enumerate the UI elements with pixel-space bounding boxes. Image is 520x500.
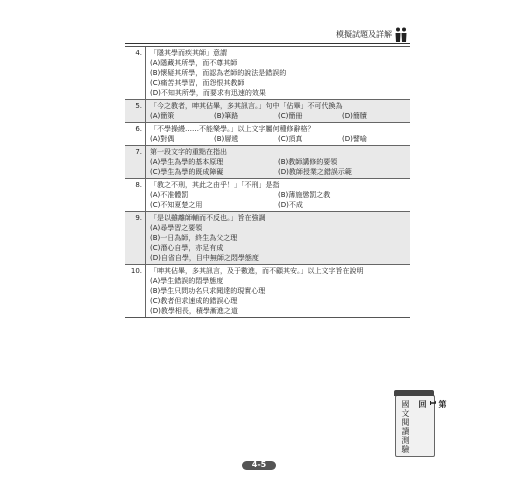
- figures-logo-icon: [394, 27, 408, 42]
- question-body: [146, 212, 410, 264]
- question-body: [146, 146, 410, 178]
- answer-option: (B)懷疑其所學，而認為老師的說法是錯誤的: [150, 69, 287, 77]
- answer-option: (C)教者但求速成的錯誤心理: [150, 297, 238, 305]
- question-row: [125, 265, 410, 317]
- question-number: 5.: [125, 100, 146, 122]
- answer-option: (A)學生為學的基本原理: [150, 158, 224, 166]
- answer-option: (D)自省自學，目中無師之悶學態度: [150, 254, 259, 262]
- side-tab-char: 第: [438, 400, 447, 409]
- question-stem: 「今之教者，呻其佔畢，多其訊言。」句中「佔畢」不可代換為: [150, 102, 343, 110]
- answer-option: (B)學生只問功名只求聞達的現實心理: [150, 287, 266, 295]
- answer-option: (D)教學相長，積學漸進之道: [150, 307, 238, 315]
- answer-option: (D)譬喻: [342, 135, 367, 143]
- answer-option: (C)不知夏楚之用: [150, 201, 203, 209]
- answer-option: (A)簡策: [150, 112, 175, 120]
- side-tab-round: [417, 400, 448, 409]
- answer-options: [150, 157, 406, 177]
- question-stem: 「呻其佔畢，多其訊言，及于數進，而不顧其安。」以上文字旨在說明: [150, 267, 364, 275]
- answer-option: (C)學生為學的既成障礙: [150, 168, 224, 176]
- answer-option: (C)潛心自學，亦足有成: [150, 244, 224, 252]
- page-header: [125, 29, 410, 44]
- header-title: 模擬試題及詳解: [336, 30, 392, 39]
- answer-option: (D)不知其所學，而要求有迅速的效果: [150, 89, 266, 97]
- question-row: [125, 123, 410, 146]
- answer-options: [150, 58, 406, 98]
- side-tab-title: 國文閱讀測驗: [401, 400, 410, 454]
- question-row: [125, 146, 410, 179]
- answer-options: [150, 190, 406, 210]
- answer-option: (A)隱藏其所學，而不尊其師: [150, 59, 238, 67]
- question-number: 8.: [125, 179, 146, 211]
- question-body: [146, 47, 410, 99]
- question-table: [125, 46, 410, 318]
- question-number: 10.: [125, 265, 146, 317]
- question-body: [146, 179, 410, 211]
- answer-options: [150, 134, 406, 144]
- question-row: [125, 179, 410, 212]
- side-tab-top-bar: [394, 390, 434, 396]
- question-number: 4.: [125, 47, 146, 99]
- answer-option: (B)筆路: [214, 112, 239, 120]
- question-row: [125, 100, 410, 123]
- question-stem: 「是以雖離師輔而不反也。」旨在強調: [150, 214, 266, 222]
- question-stem: 「教之不刑，其此之由乎！」「不刑」是指: [150, 181, 280, 189]
- answer-option: (B)一日為師，終生為父之理: [150, 234, 238, 242]
- side-chapter-tab: [395, 395, 447, 457]
- answer-option: (C)簡冊: [278, 112, 303, 120]
- answer-option: (A)學生錯誤的悶學態度: [150, 277, 224, 285]
- side-tab-char: 回: [418, 400, 427, 409]
- answer-option: (D)教師授業之錯誤示範: [278, 168, 352, 176]
- question-number: 6.: [125, 123, 146, 145]
- question-body: [146, 265, 410, 317]
- answer-option: (A)尋學習之要領: [150, 224, 203, 232]
- question-stem: 「隱其學而疾其師」意謂: [150, 49, 227, 57]
- answer-option: (D)不成: [278, 201, 303, 209]
- answer-option: (B)教師講修的要領: [278, 158, 338, 166]
- question-number: 9.: [125, 212, 146, 264]
- page-number: 4-5: [251, 460, 267, 469]
- answer-options: [150, 111, 406, 121]
- answer-option: (B)層遞: [214, 135, 239, 143]
- answer-option: (A)不准體罰: [150, 191, 189, 199]
- question-body: [146, 100, 410, 122]
- answer-option: (C)頂真: [278, 135, 303, 143]
- answer-option: (A)對偶: [150, 135, 175, 143]
- question-stem: 第一段文字的重點在指出: [150, 148, 227, 156]
- answer-options: [150, 223, 406, 263]
- page-number-badge: [238, 459, 280, 471]
- question-body: [146, 123, 410, 145]
- answer-options: [150, 276, 406, 316]
- answer-option: (D)簡牘: [342, 112, 367, 120]
- question-number: 7.: [125, 146, 146, 178]
- question-row: [125, 47, 410, 100]
- question-stem: 「不學操縵……不能樂學。」以上文字屬何種修辭格？: [150, 125, 315, 133]
- side-tab-char: 1: [428, 400, 437, 407]
- answer-option: (B)薄施懲罰之教: [278, 191, 331, 199]
- question-row: [125, 212, 410, 265]
- answer-option: (C)痛苦其學習，而怨恨其教師: [150, 79, 245, 87]
